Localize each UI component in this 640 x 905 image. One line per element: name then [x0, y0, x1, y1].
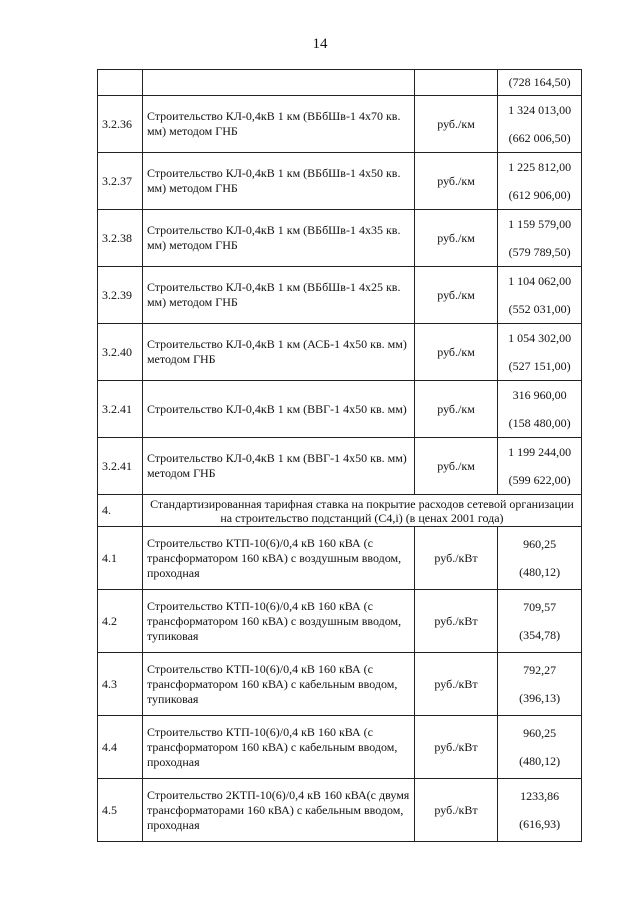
cell-name: Строительство КЛ-0,4кВ 1 км (АСБ-1 4х50 кв. мм) методом ГНБ	[142, 324, 414, 381]
cell-name: Строительство КЛ-0,4кВ 1 км (ВБбШв-1 4х50 кв. мм) методом ГНБ	[142, 153, 414, 210]
cell-value	[498, 96, 582, 153]
cell-code: 4.4	[98, 716, 143, 779]
table-row	[98, 210, 582, 267]
table-row	[98, 716, 582, 779]
cell-value	[498, 590, 582, 653]
cell-name: Строительство КТП-10(6)/0,4 кВ 160 кВА (с трансформатором 160 кВА) с кабельным вводом, тупиковая	[142, 653, 414, 716]
value-main: 1 054 302,00	[508, 331, 572, 345]
cell-code: 3.2.41	[98, 438, 143, 495]
cell-name	[142, 70, 414, 96]
cell-value	[498, 210, 582, 267]
cell-code: 4.3	[98, 653, 143, 716]
cell-code	[98, 70, 143, 96]
cell-name: Строительство КТП-10(6)/0,4 кВ 160 кВА (с трансформатором 160 кВА) с воздушным вводом, тупиковая	[142, 590, 414, 653]
section-row	[98, 495, 582, 527]
table-row	[98, 653, 582, 716]
cell-name: Строительство КЛ-0,4кВ 1 км (ВВГ-1 4х50 кв. мм) методом ГНБ	[142, 438, 414, 495]
cell-unit: руб./км	[414, 438, 498, 495]
table-row	[98, 153, 582, 210]
cell-value	[498, 438, 582, 495]
cell-code: 3.2.39	[98, 267, 143, 324]
cell-code: 4.1	[98, 527, 143, 590]
value-main: 792,27	[523, 663, 557, 677]
cell-value	[498, 267, 582, 324]
cell-code: 3.2.36	[98, 96, 143, 153]
value-sub: (354,78)	[519, 628, 561, 642]
table-row	[98, 324, 582, 381]
cell-name: Строительство КЛ-0,4кВ 1 км (ВБбШв-1 4х70 кв. мм) методом ГНБ	[142, 96, 414, 153]
section-title: Стандартизированная тарифная ставка на покрытие расходов сетевой организации на строительство подстанций (С4,i) (в ценах 2001 года)	[142, 495, 581, 527]
cell-name: Строительство КТП-10(6)/0,4 кВ 160 кВА (с трансформатором 160 кВА) с кабельным вводом, проходная	[142, 716, 414, 779]
cell-name: Строительство КЛ-0,4кВ 1 км (ВБбШв-1 4х35 кв. мм) методом ГНБ	[142, 210, 414, 267]
cell-code: 4.2	[98, 590, 143, 653]
value-sub: (158 480,00)	[508, 416, 571, 430]
value-sub: (527 151,00)	[508, 359, 571, 373]
cell-unit	[414, 70, 498, 96]
cell-unit: руб./км	[414, 96, 498, 153]
cell-unit: руб./кВт	[414, 653, 498, 716]
value-sub: (480,12)	[519, 565, 561, 579]
value-main: 1 225 812,00	[508, 160, 572, 174]
value-sub: (728 164,50)	[508, 75, 571, 89]
value-sub: (480,12)	[519, 754, 561, 768]
value-main: 1 199 244,00	[508, 445, 572, 459]
cell-unit: руб./км	[414, 210, 498, 267]
cell-unit: руб./кВт	[414, 590, 498, 653]
cell-value	[498, 527, 582, 590]
value-main: 709,57	[523, 600, 557, 614]
cell-unit: руб./км	[414, 153, 498, 210]
cell-unit: руб./км	[414, 267, 498, 324]
cell-code: 3.2.40	[98, 324, 143, 381]
value-main: 960,25	[523, 537, 557, 551]
value-main: 316 960,00	[512, 388, 567, 402]
value-sub: (616,93)	[519, 817, 561, 831]
cell-value	[498, 653, 582, 716]
value-sub: (662 006,50)	[508, 131, 571, 145]
table-row	[98, 779, 582, 842]
cell-code: 3.2.41	[98, 381, 143, 438]
value-main: 1233,86	[520, 789, 560, 803]
cell-value	[498, 779, 582, 842]
cell-code: 3.2.38	[98, 210, 143, 267]
table-row	[98, 590, 582, 653]
cell-name: Строительство 2КТП-10(6)/0,4 кВ 160 кВА(с двумя трансформаторами 160 кВА) с кабельным вводом, проходная	[142, 779, 414, 842]
cell-value	[498, 716, 582, 779]
cell-name: Строительство КТП-10(6)/0,4 кВ 160 кВА (с трансформатором 160 кВА) с воздушным вводом, проходная	[142, 527, 414, 590]
cell-unit: руб./кВт	[414, 716, 498, 779]
table-row	[98, 70, 582, 96]
cell-value	[498, 70, 582, 96]
cell-name: Строительство КЛ-0,4кВ 1 км (ВВГ-1 4х50 кв. мм)	[142, 381, 414, 438]
value-main: 1 159 579,00	[508, 217, 572, 231]
cell-code: 3.2.37	[98, 153, 143, 210]
value-sub: (612 906,00)	[508, 188, 571, 202]
value-main: 1 104 062,00	[508, 274, 572, 288]
page-number: 14	[312, 36, 328, 52]
cell-unit: руб./кВт	[414, 779, 498, 842]
cell-unit: руб./км	[414, 381, 498, 438]
section-code: 4.	[98, 495, 143, 527]
value-sub: (579 789,50)	[508, 245, 571, 259]
cell-value	[498, 324, 582, 381]
table-row	[98, 96, 582, 153]
value-main: 1 324 013,00	[508, 103, 572, 117]
cell-name: Строительство КЛ-0,4кВ 1 км (ВБбШв-1 4х25 кв. мм) методом ГНБ	[142, 267, 414, 324]
value-main: 960,25	[523, 726, 557, 740]
tariff-table	[97, 69, 582, 842]
cell-unit: руб./кВт	[414, 527, 498, 590]
table-row	[98, 267, 582, 324]
cell-value	[498, 153, 582, 210]
cell-value	[498, 381, 582, 438]
value-sub: (599 622,00)	[508, 473, 571, 487]
cell-code: 4.5	[98, 779, 143, 842]
table-row	[98, 438, 582, 495]
table-row	[98, 527, 582, 590]
value-sub: (396,13)	[519, 691, 561, 705]
table-row	[98, 381, 582, 438]
value-sub: (552 031,00)	[508, 302, 571, 316]
cell-unit: руб./км	[414, 324, 498, 381]
